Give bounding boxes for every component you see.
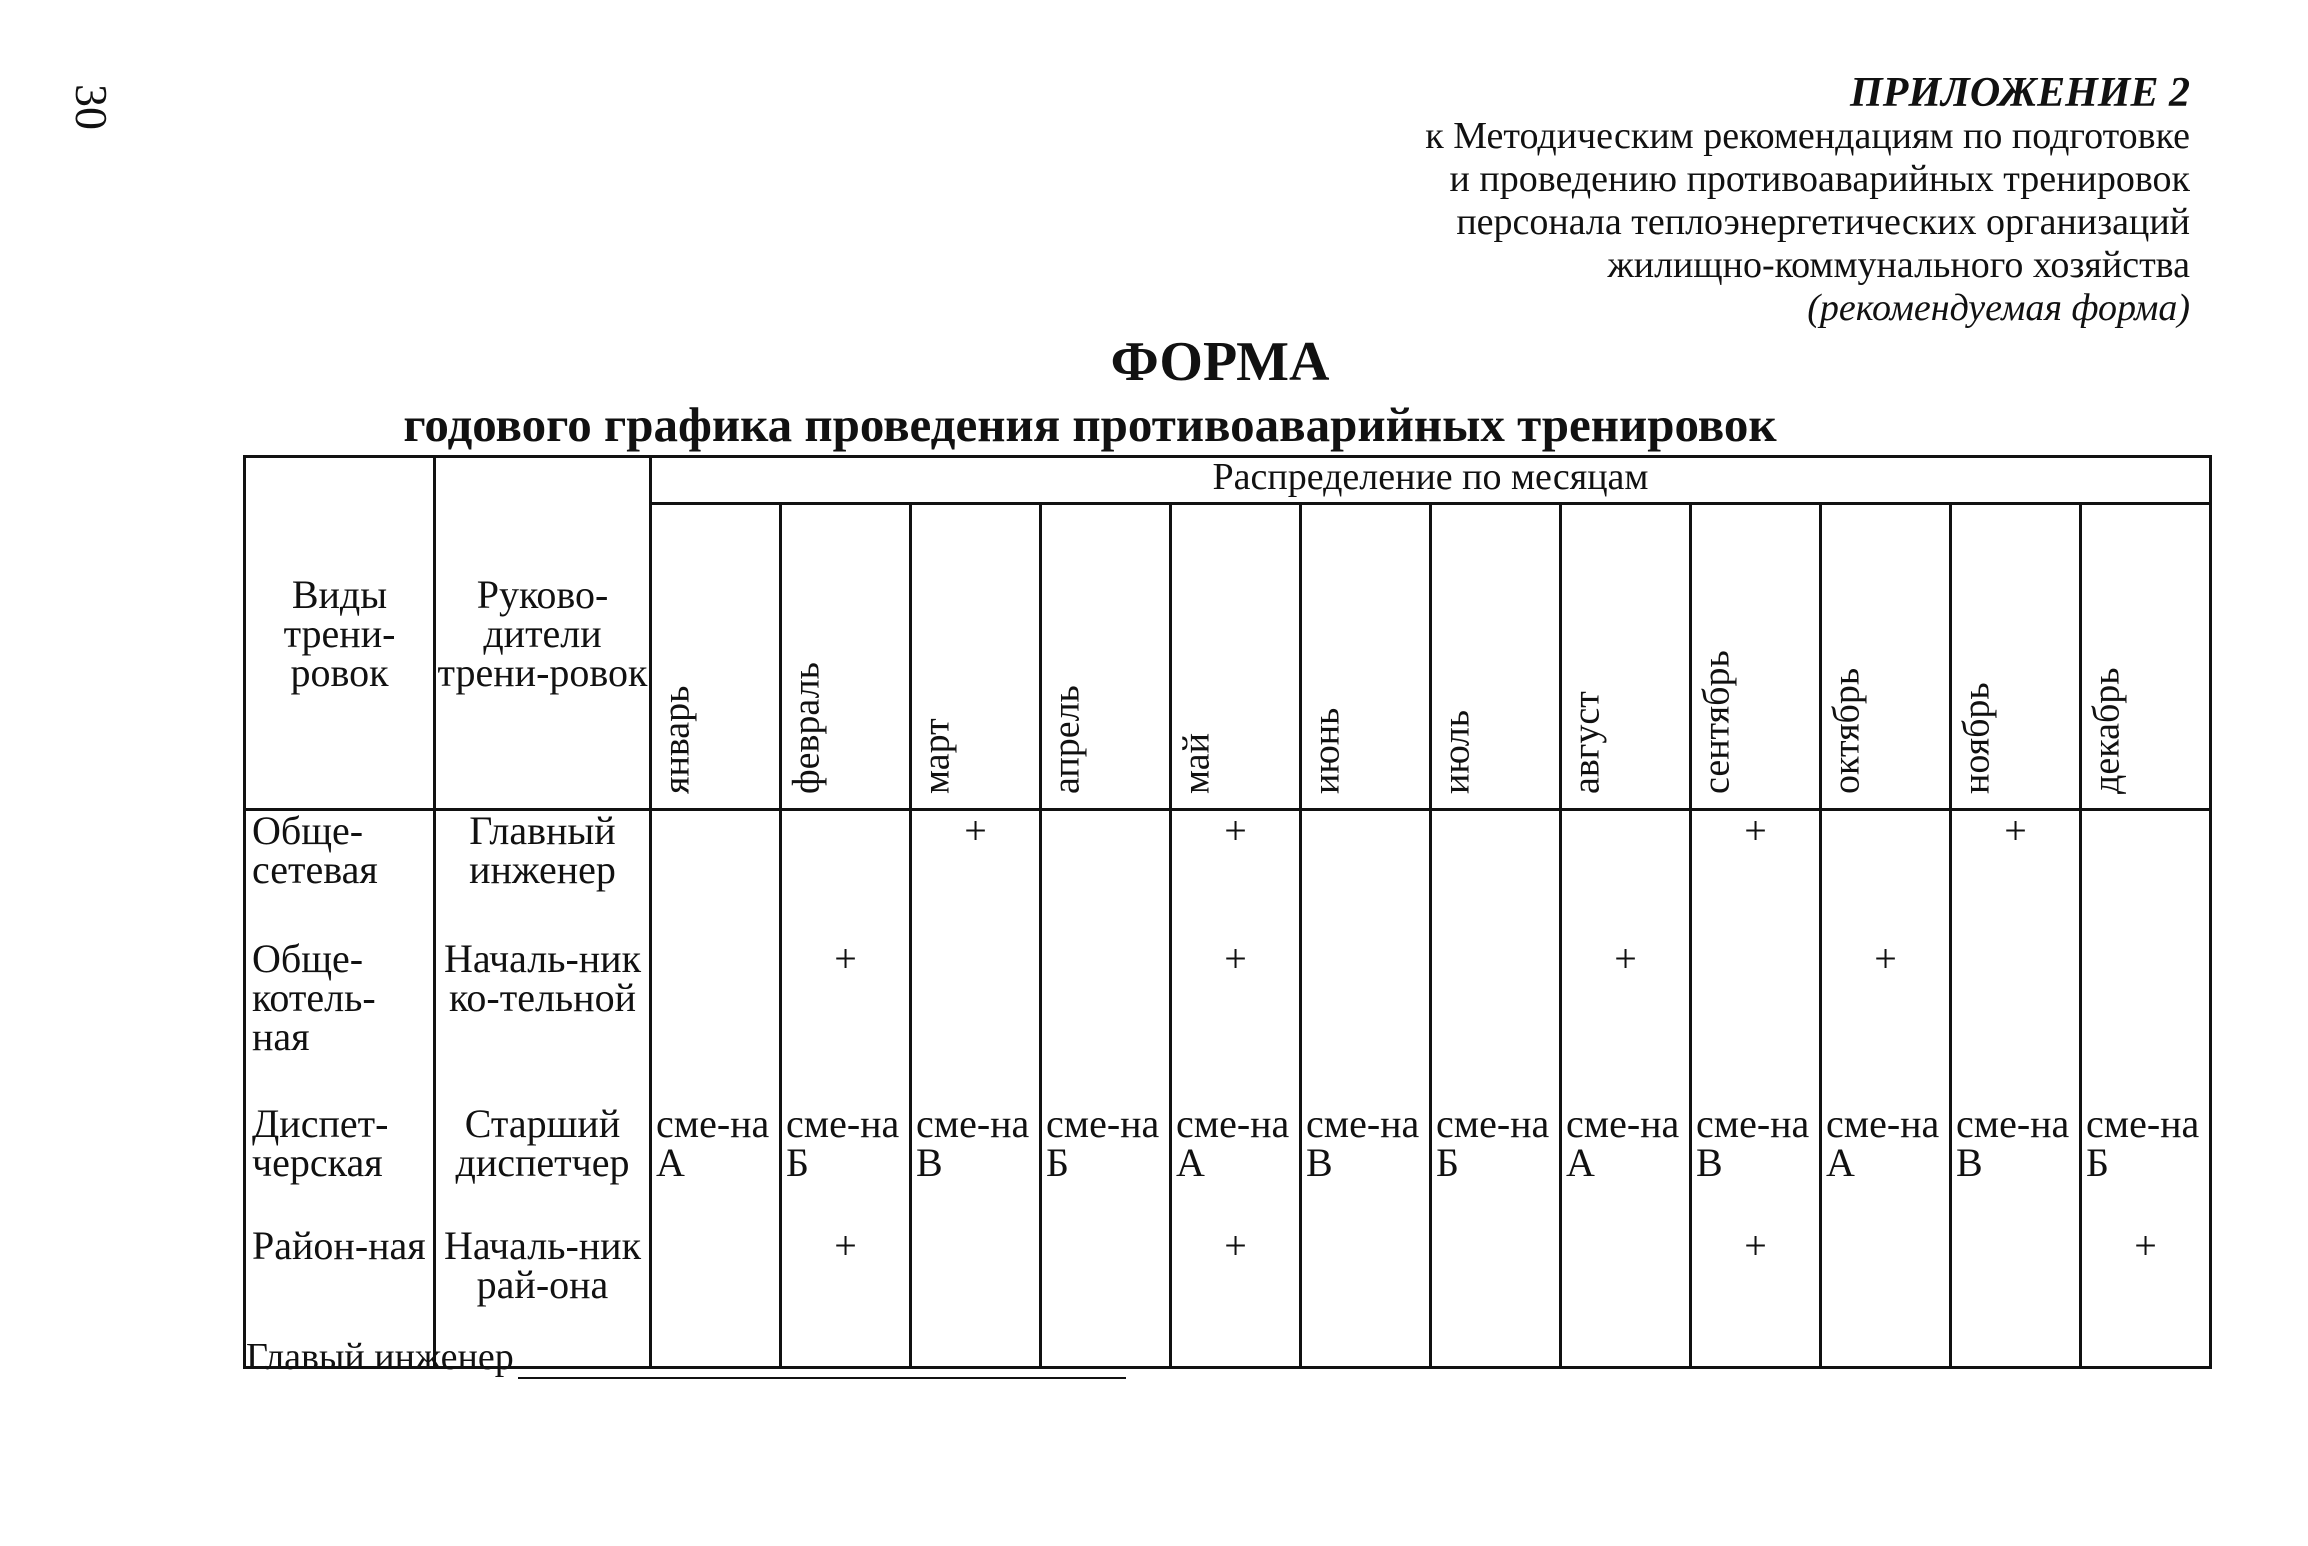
month-label: март: [915, 718, 957, 794]
schedule-cell: [2081, 810, 2211, 940]
month-header: [1561, 503, 1691, 809]
document-title: ФОРМА: [1110, 331, 1330, 393]
table-body: [245, 810, 2211, 1368]
month-label: январь: [655, 685, 697, 794]
signature-label: Главый инженер: [246, 1336, 514, 1378]
month-label: апрель: [1045, 685, 1087, 794]
schedule-cell: сме-на Б: [1431, 1104, 1561, 1226]
training-type: Обще-котель-ная: [245, 939, 435, 1104]
month-label: май: [1175, 733, 1217, 794]
schedule-cell: +: [781, 939, 911, 1104]
header-training-types: Виды трени-ровок: [245, 457, 435, 810]
appendix-line: жилищно-коммунального хозяйства: [1607, 244, 2190, 286]
schedule-cell: [911, 939, 1041, 1104]
month-header: [1431, 503, 1561, 809]
schedule-cell: +: [2081, 1226, 2211, 1368]
appendix-line: персонала теплоэнергетических организаций: [1456, 201, 2190, 243]
schedule-cell: сме-на А: [1561, 1104, 1691, 1226]
schedule-cell: [1821, 1226, 1951, 1368]
schedule-cell: [1561, 1226, 1691, 1368]
training-type: Район-ная: [245, 1226, 435, 1368]
month-label: февраль: [785, 662, 827, 794]
schedule-cell: +: [1561, 939, 1691, 1104]
signature-block: [246, 1335, 1126, 1379]
schedule-cell: [1431, 810, 1561, 940]
training-leader: Началь-ник рай-она: [435, 1226, 651, 1368]
month-header: [2081, 503, 2211, 809]
month-header: [1821, 503, 1951, 809]
schedule-cell: +: [1171, 1226, 1301, 1368]
appendix-block: [990, 72, 2190, 330]
table-row: [245, 810, 2211, 940]
schedule-cell: сме-на Б: [2081, 1104, 2211, 1226]
table-row: [245, 1104, 2211, 1226]
month-header: [1951, 503, 2081, 809]
schedule-cell: [651, 939, 781, 1104]
schedule-cell: +: [911, 810, 1041, 940]
schedule-cell: [1301, 810, 1431, 940]
schedule-cell: [1951, 1226, 2081, 1368]
appendix-line: и проведению противоаварийных тренировок: [1449, 158, 2190, 200]
appendix-title: ПРИЛОЖЕНИЕ 2: [1850, 70, 2190, 116]
schedule-cell: [1691, 939, 1821, 1104]
month-header: [911, 503, 1041, 809]
schedule-cell: +: [1951, 810, 2081, 940]
appendix-line: к Методическим рекомендациям по подготовке: [1425, 115, 2190, 157]
schedule-cell: сме-на А: [1171, 1104, 1301, 1226]
schedule-cell: [2081, 939, 2211, 1104]
schedule-cell: +: [1171, 939, 1301, 1104]
training-leader: Началь-ник ко-тельной: [435, 939, 651, 1104]
schedule-cell: сме-на Б: [781, 1104, 911, 1226]
schedule-cell: сме-на Б: [1041, 1104, 1171, 1226]
schedule-cell: +: [1821, 939, 1951, 1104]
training-schedule-table: [243, 455, 2212, 1369]
schedule-cell: [1301, 939, 1431, 1104]
header-training-leaders: Руково-дители трени-ровок: [435, 457, 651, 810]
month-label: сентябрь: [1695, 650, 1737, 794]
month-label: июль: [1435, 709, 1477, 794]
training-type: Диспет-черская: [245, 1104, 435, 1226]
schedule-cell: [1041, 939, 1171, 1104]
month-header: [1041, 503, 1171, 809]
schedule-cell: сме-на В: [1301, 1104, 1431, 1226]
schedule-cell: +: [781, 1226, 911, 1368]
schedule-cell: сме-на В: [911, 1104, 1041, 1226]
schedule-cell: [781, 810, 911, 940]
schedule-cell: сме-на А: [1821, 1104, 1951, 1226]
schedule-cell: [1431, 939, 1561, 1104]
document-subtitle: годового графика проведения противоаварийных тренировок: [403, 397, 1777, 452]
schedule-cell: сме-на А: [651, 1104, 781, 1226]
schedule-cell: [651, 810, 781, 940]
training-leader: Главный инженер: [435, 810, 651, 940]
schedule-cell: [1301, 1226, 1431, 1368]
month-header: [1691, 503, 1821, 809]
signature-line: [518, 1345, 1126, 1379]
table-row: [245, 939, 2211, 1104]
training-type: Обще-сетевая: [245, 810, 435, 940]
month-label: ноябрь: [1955, 682, 1997, 794]
schedule-cell: [1041, 810, 1171, 940]
schedule-cell: +: [1691, 1226, 1821, 1368]
schedule-cell: +: [1171, 810, 1301, 940]
month-header: [1301, 503, 1431, 809]
form-note: (рекомендуемая форма): [1807, 287, 2190, 329]
training-leader: Старший диспетчер: [435, 1104, 651, 1226]
schedule-cell: +: [1691, 810, 1821, 940]
month-header: [651, 503, 781, 809]
header-months-distribution: Распределение по месяцам: [651, 457, 2211, 504]
month-header: [781, 503, 911, 809]
month-header: [1171, 503, 1301, 809]
schedule-cell: сме-на В: [1951, 1104, 2081, 1226]
month-label: октябрь: [1825, 667, 1867, 794]
month-label: декабрь: [2085, 667, 2127, 794]
page-number: 30: [66, 84, 117, 130]
schedule-cell: [1561, 810, 1691, 940]
month-label: август: [1565, 691, 1607, 794]
schedule-cell: [1821, 810, 1951, 940]
schedule-cell: [1951, 939, 2081, 1104]
schedule-cell: сме-на В: [1691, 1104, 1821, 1226]
schedule-cell: [1431, 1226, 1561, 1368]
month-label: июнь: [1305, 707, 1347, 794]
